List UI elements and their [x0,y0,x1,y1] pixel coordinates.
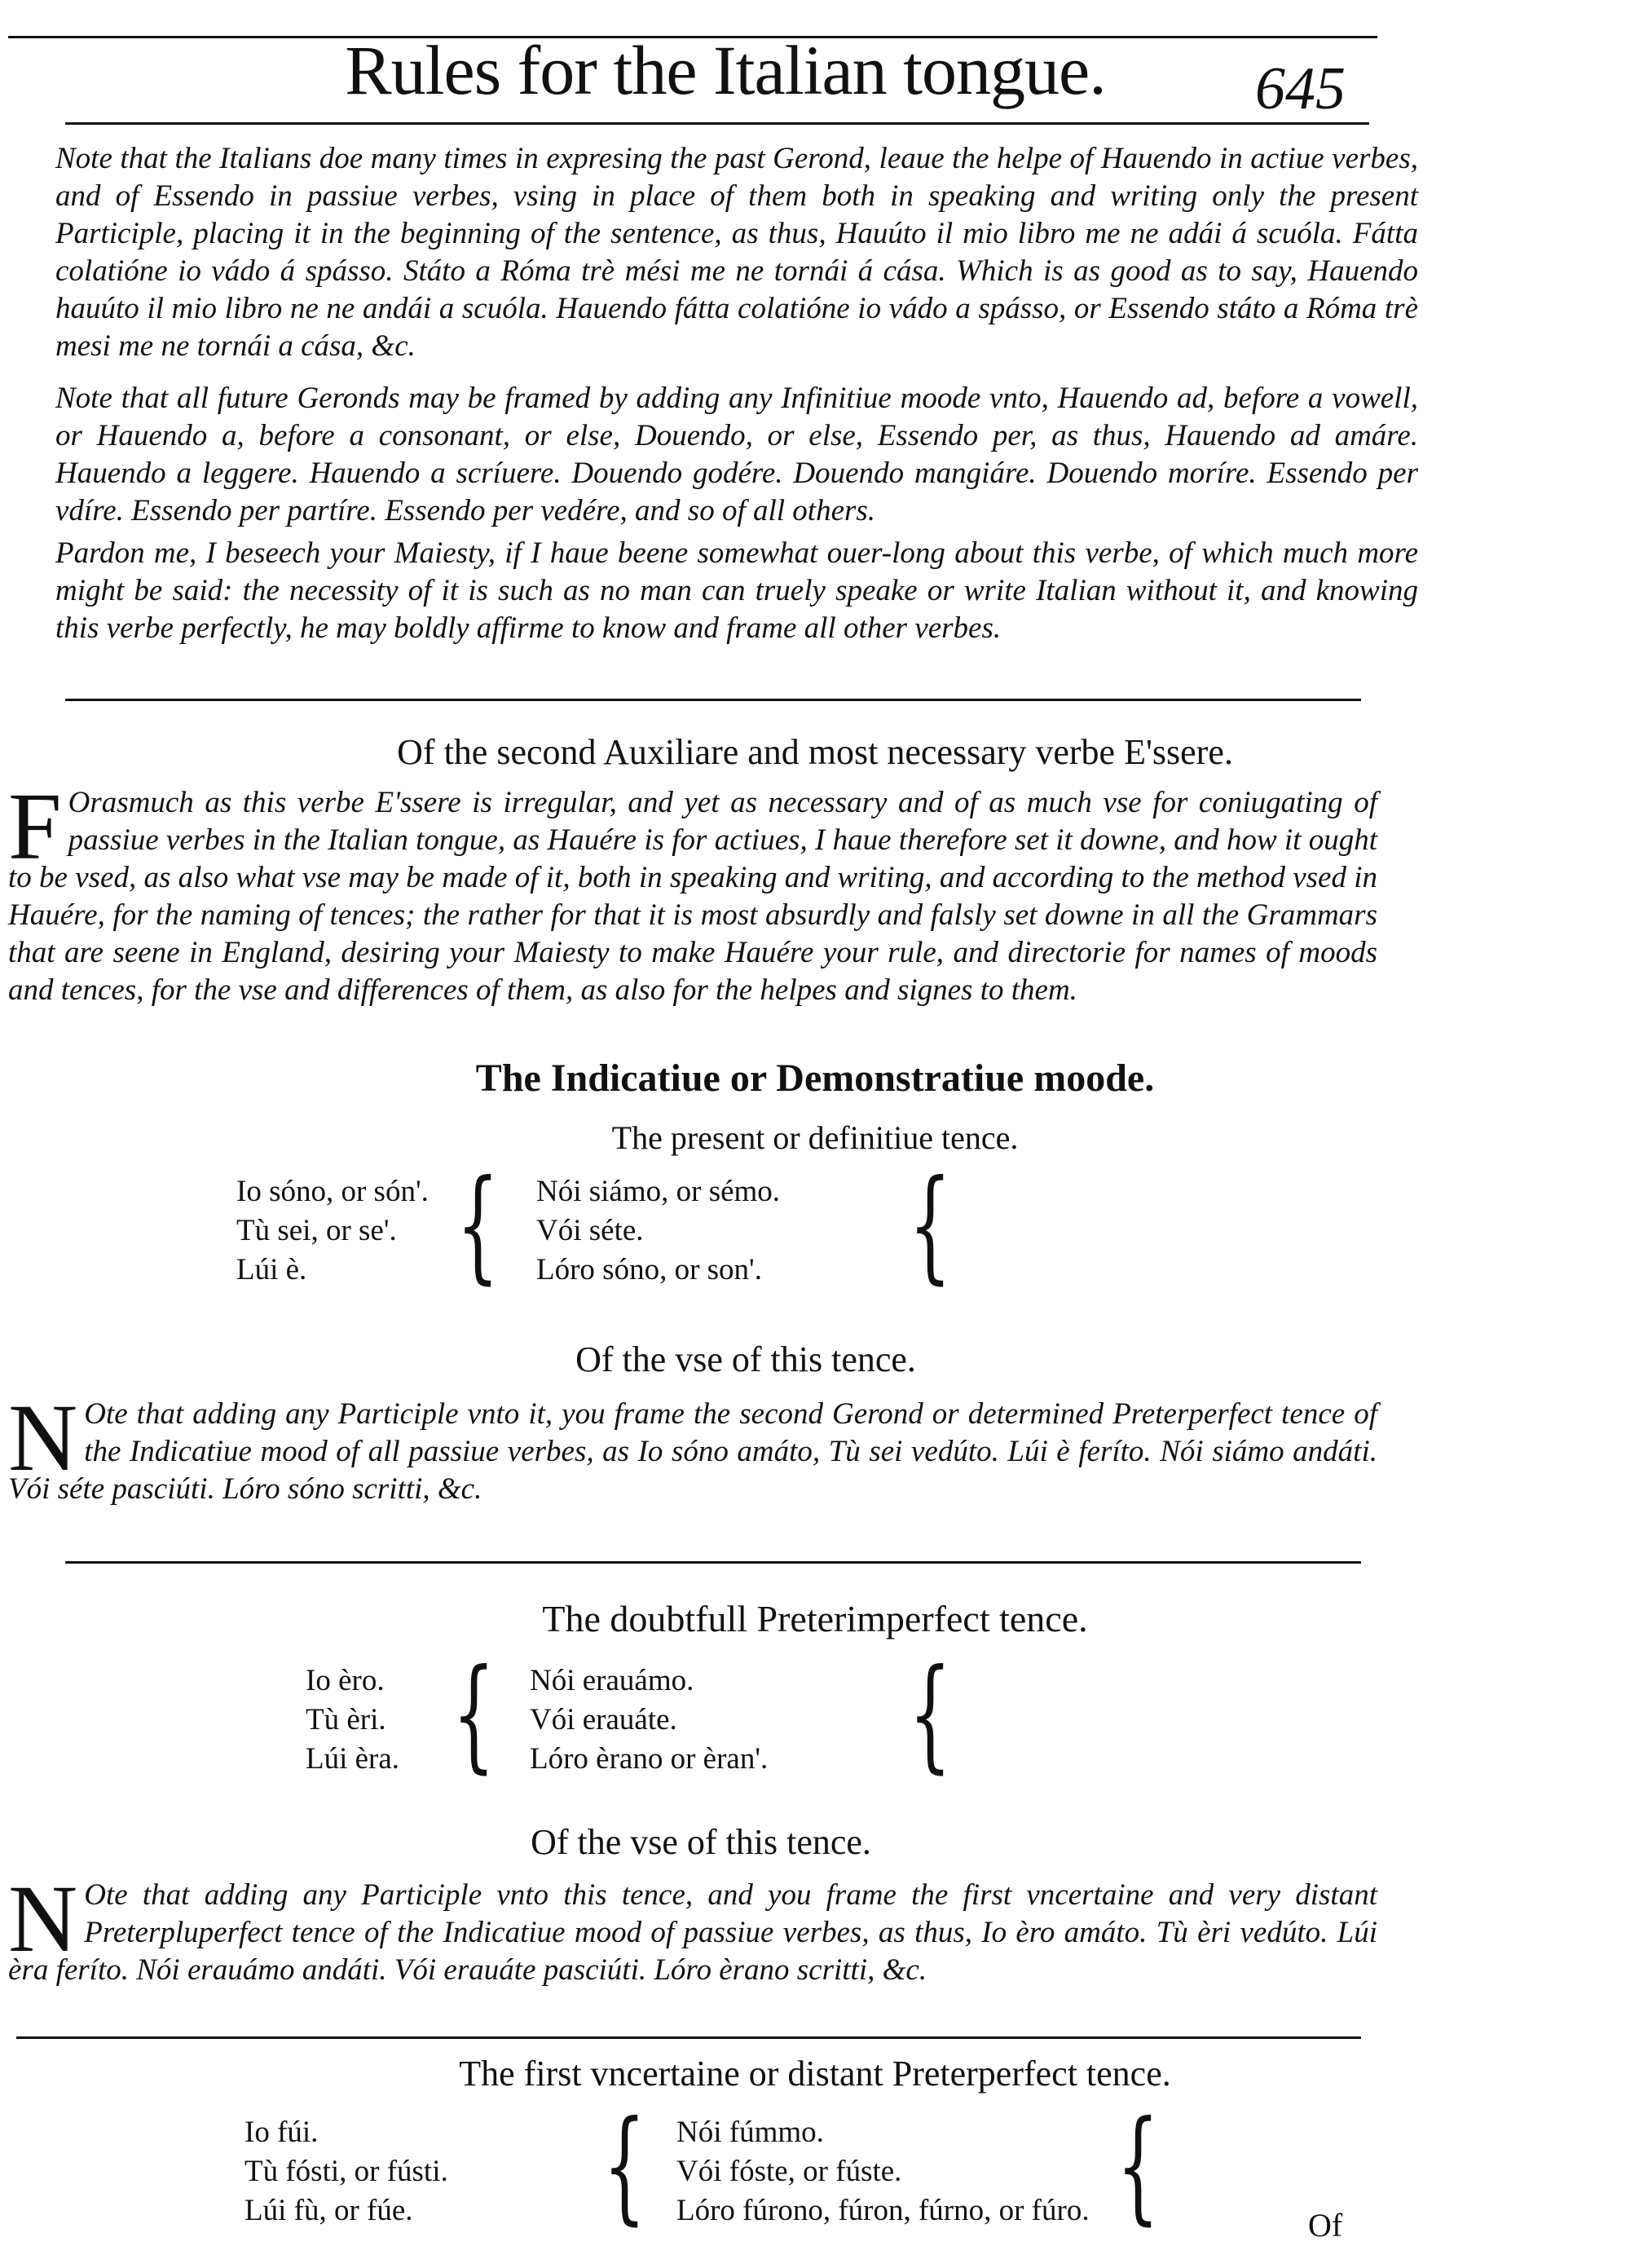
running-title [0,29,1630,111]
perfect-pl-1: Nói fúmmo. [676,2116,824,2149]
catchword: Of [1308,2207,1343,2244]
brace-present-right: { [909,1154,952,1296]
imperfect-pl-2: Vói erauáte. [530,1703,677,1736]
imperfect-pl-1: Nói erauámo. [530,1664,694,1697]
section-intro-text: Orasmuch as this verbe E'ssere is irregular, and yet as necessary and of as much vse for coniugating of passiue verbes in the Italian tongue, as Hauére is for actiues, I haue therefore set it downe, and how it ought to be vsed, as also what vse may be made of it, both in speaking and writing, and according to the method vsed in Hauére, for the naming of tences; the rather for that it is most absurdly and falsly set downe in all the Grammars that are seene in England, desiring your Maiesty to make Hauére your rule, and directorie for names of moods and tences, for the vse and differences of them, as also for the helpes and signes to them. [8,786,1377,1007]
perfect-pl-2: Vói fóste, or fúste. [676,2155,902,2188]
running-title-text: Rules for the Italian tongue. [345,31,1106,109]
present-use-heading: Of the vse of this tence. [575,1339,916,1379]
present-singular [236,1172,429,1290]
note-future-geronds: Note that all future Geronds may be framed by adding any Infinitiue moode vnto, Hauendo ad, before a vowell, or Hauendo a, before a consonant, or else, Douendo, or else, Essendo per, as thus, Hauendo ad amáre. Hauendo a leggere. Hauendo a scríuere. Douendo godére. Douendo mangiáre. Douendo moríre. Essendo per vdíre. Essendo per partíre. Essendo per vedére, and so of all others. [55,382,1418,527]
present-use-text [8,1384,1377,1508]
section-rule-1 [65,699,1361,701]
drop-cap-f: F [8,773,62,880]
note-past-gerond: Note that the Italians doe many times in expresing the past Gerond, leaue the helpe of Hauendo in actiue verbes, and of Essendo in passiue verbes, vsing in place of them both in speaking and writing only the present Participle, placing it in the beginning of the sentence, as thus, Hauúto il mio libro me ne adái á scuóla. Fátta colatióne io vádo á spásso. Státo a Róma trè mési me ne tornái á cása. Which is as good as to say, Hauendo hauúto il mio libro ne ne andái a scuóla. Hauendo fátta colatióne io vádo a spásso, or Essendo státo a Róma trè mesi me ne tornái a cása, &c. [55,142,1418,363]
section-heading: Of the second Auxiliare and most necessary verbe E'ssere. [397,732,1233,772]
brace-imperfect-left: { [452,1644,496,1785]
perfect-singular [244,2113,448,2230]
section-rule-2 [65,1561,1361,1564]
present-plural [536,1172,780,1290]
header-rule [65,122,1369,125]
imperfect-use-body: Ote that adding any Participle vnto this tence, and you frame the first vncertaine and very distant Preterpluperfect tence of the Indicatiue mood of passiue verbes, as thus, Io èro amáto. Tù èri vedúto. Lúi èra feríto. Nói erauámo andáti. Vói erauáte pasciúti. Lóro èrano scritti, &c. [8,1878,1377,1987]
imperfect-pl-3: Lóro èrano or èran'. [530,1742,769,1776]
brace-imperfect-right: { [909,1644,952,1785]
present-pl-3: Lóro sóno, or son'. [536,1253,762,1286]
brace-present-left: { [456,1154,500,1296]
imperfect-sg-3: Lúi èra. [306,1742,400,1776]
drop-cap-n-1: N [8,1384,78,1491]
present-use-body: Ote that adding any Participle vnto it, you frame the second Gerond or determined Preterperfect tence of the Indicatiue mood of all passiue verbes, as Io sóno amáto, Tù sei vedúto. Lúi è feríto. Nói siámo andáti. Vói séte pasciúti. Lóro sóno scritti, &c. [8,1397,1377,1506]
brace-perfect-right: { [1117,2095,1160,2237]
present-tense-heading: The present or definitiue tence. [611,1119,1019,1156]
perfect-pl-3: Lóro fúrono, fúron, fúrno, or fúro. [676,2194,1090,2227]
imperfect-plural [530,1661,768,1779]
imperfect-sg-2: Tù èri. [306,1703,386,1736]
page-number: 645 [1255,55,1346,122]
present-sg-2: Tù sei, or se'. [236,1214,397,1247]
imperfect-heading: The doubtfull Preterimperfect tence. [542,1598,1088,1639]
imperfect-use-text [8,1865,1377,1989]
perfect-sg-1: Io fúi. [244,2116,319,2149]
present-sg-1: Io sóno, or són'. [236,1175,429,1208]
note-pardon: Pardon me, I beseech your Maiesty, if I haue beene somewhat ouer-long about this verbe, of which much more might be said: the necessity of it is such as no man can truely speake or write Italian without it, and knowing this verbe perfectly, he may boldly affirme to know and frame all other verbes. [55,536,1418,645]
present-pl-2: Vói séte. [536,1214,644,1247]
section-intro [8,773,1377,1009]
mood-heading: The Indicatiue or Demonstratiue moode. [475,1057,1155,1100]
imperfect-singular [306,1661,399,1779]
perfect-plural [676,2113,1090,2230]
present-pl-1: Nói siámo, or sémo. [536,1175,781,1208]
perfect-heading: The first vncertaine or distant Preterperfect tence. [459,2054,1171,2094]
perfect-sg-3: Lúi fù, or fúe. [244,2194,413,2227]
drop-cap-n-2: N [8,1865,78,1972]
perfect-sg-2: Tù fósti, or fústi. [244,2155,448,2188]
imperfect-use-heading: Of the vse of this tence. [531,1822,871,1862]
brace-perfect-left: { [603,2095,646,2237]
section-rule-3 [16,2036,1361,2039]
imperfect-sg-1: Io èro. [306,1664,385,1697]
present-sg-3: Lúi è. [236,1253,307,1286]
